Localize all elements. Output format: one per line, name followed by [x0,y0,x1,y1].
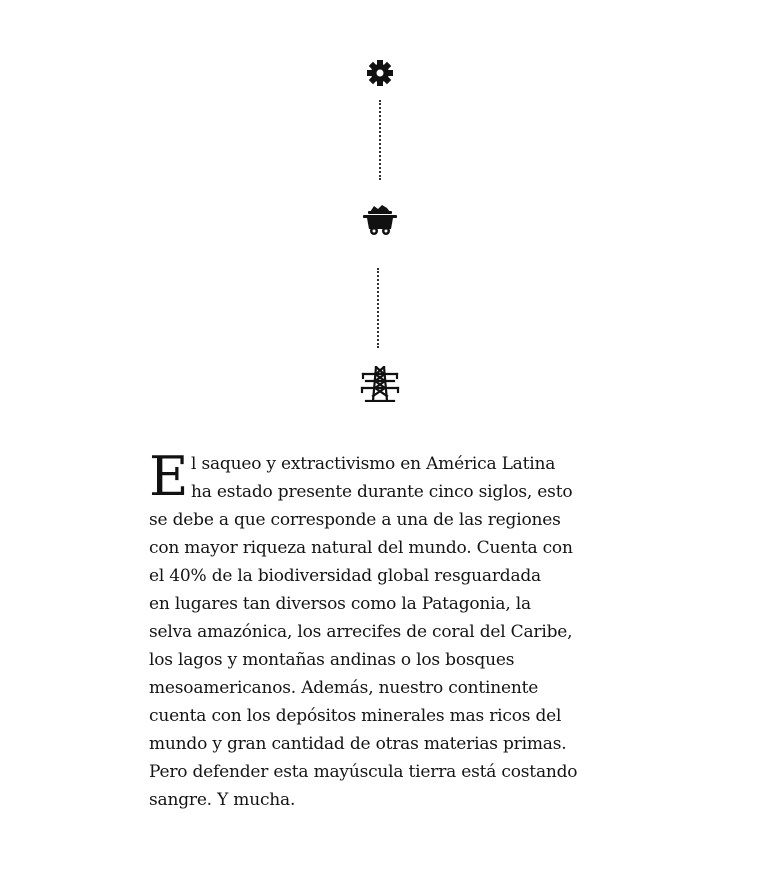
article-line: Pero defender esta mayúscula tierra está costando [149,762,578,782]
article-line: el 40% de la biodiversidad global resguardada [149,566,541,586]
article-body [149,445,605,814]
article-line: cuenta con los depósitos minerales mas ricos del [149,706,562,726]
article-line: con mayor riqueza natural del mundo. Cuenta con [149,538,573,558]
article-line: l saqueo y extractivismo en América Latina [191,454,556,474]
gear-icon [366,59,394,87]
mine-cart-icon [362,203,398,237]
article-line: en lugares tan diversos como la Patagonia, la [149,594,531,614]
dotted-connector [377,268,381,348]
article-line: se debe a que corresponde a una de las regiones [149,510,561,530]
drop-cap: E [149,445,189,508]
article-line: mundo y gran cantidad de otras materias primas. [149,734,567,754]
icon-timeline [0,0,760,420]
article-line: sangre. Y mucha. [149,790,296,810]
article-line: mesoamericanos. Además, nuestro continente [149,678,539,698]
power-tower-icon [360,366,400,402]
article-line: ha estado presente durante cinco siglos, esto [191,482,573,502]
article-line: selva amazónica, los arrecifes de coral del Caribe, [149,622,573,642]
article-line: los lagos y montañas andinas o los bosques [149,650,515,670]
dotted-connector [379,100,383,180]
